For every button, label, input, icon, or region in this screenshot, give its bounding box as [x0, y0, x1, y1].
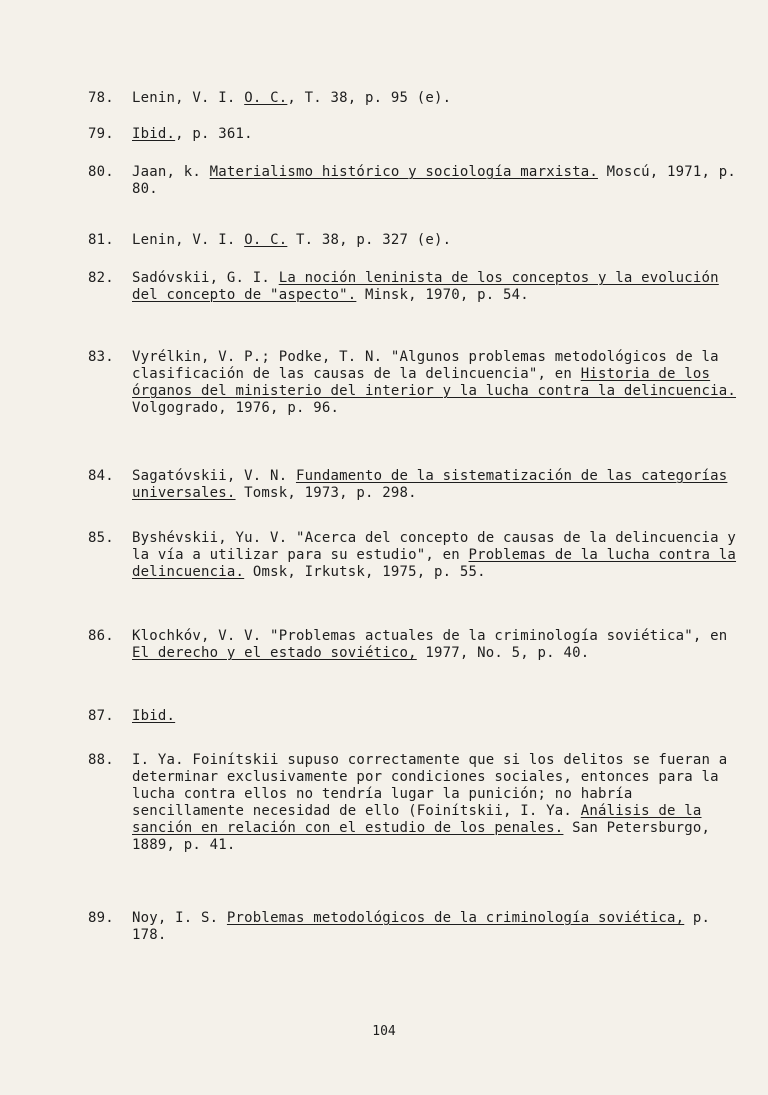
footnote-number: 80. — [88, 164, 114, 180]
footnote-text — [132, 628, 744, 662]
footnote-number: 86. — [88, 628, 114, 644]
citation-text: , T. 38, p. 95 (e). — [287, 90, 452, 106]
citation-text: Lenin, V. I. — [132, 90, 245, 106]
footnote-text — [132, 90, 744, 107]
underlined-title: Problemas de la lucha contra la delincuencia. — [132, 547, 737, 580]
underlined-title: Fundamento de la sistematización de las categorías universales. — [132, 468, 728, 501]
underlined-title: O. C. — [244, 90, 288, 106]
footnote-88 — [88, 752, 744, 854]
footnote-number: 87. — [88, 708, 114, 724]
footnote-number: 79. — [88, 126, 114, 142]
citation-text: Sadóvskii, G. I. — [132, 270, 279, 286]
citation-text: Vyrélkin, V. P.; Podke, T. N. "Algunos problemas metodológicos de la clasificación de las causas de la delincuencia", en — [132, 349, 719, 382]
citation-text: 1977, No. 5, p. 40. — [416, 645, 590, 661]
footnote-83 — [88, 349, 744, 417]
footnote-text — [132, 270, 744, 304]
footnote-85 — [88, 530, 744, 581]
footnote-text — [132, 752, 744, 854]
footnote-number: 83. — [88, 349, 114, 365]
footnote-number: 88. — [88, 752, 114, 768]
citation-text: Minsk, 1970, p. 54. — [356, 287, 529, 303]
underlined-title: O. C. — [244, 232, 288, 248]
footnote-89 — [88, 910, 744, 944]
citation-text: I. Ya. Foinítskii supuso correctamente que si los delitos se fueran a determinar exclusivamente por condiciones sociales, entonces para la lucha contra ellos no tendría lugar la punición; no habría sencillamente necesidad de ello (Foinítskii, I. Ya. — [132, 752, 728, 819]
underlined-title: Análisis de la sanción en relación con el estudio de los penales. — [132, 803, 702, 836]
footnote-text — [132, 349, 744, 417]
citation-text: Volgogrado, 1976, p. 96. — [132, 400, 340, 416]
underlined-title: Ibid. — [132, 708, 176, 724]
footnote-number: 84. — [88, 468, 114, 484]
footnote-text — [132, 164, 744, 198]
citation-text: San Petersburgo, 1889, p. 41. — [132, 820, 711, 853]
citation-text: Tomsk, 1973, p. 298. — [235, 485, 417, 501]
citation-text: T. 38, p. 327 (e). — [287, 232, 452, 248]
citation-text: Lenin, V. I. — [132, 232, 245, 248]
footnote-80 — [88, 164, 744, 198]
citation-text: Jaan, k. — [132, 164, 210, 180]
footnote-number: 82. — [88, 270, 114, 286]
footnote-78 — [88, 90, 744, 107]
underlined-title: Ibid. — [132, 126, 176, 142]
citation-text: Noy, I. S. — [132, 910, 227, 926]
footnote-81 — [88, 232, 744, 249]
citation-text: Omsk, Irkutsk, 1975, p. 55. — [244, 564, 486, 580]
footnote-number: 81. — [88, 232, 114, 248]
footnote-79 — [88, 126, 744, 143]
footnote-text — [132, 708, 744, 725]
footnote-text — [132, 232, 744, 249]
footnote-text — [132, 910, 744, 944]
underlined-title: El derecho y el estado soviético, — [132, 645, 417, 661]
citation-text: Byshévskii, Yu. V. "Acerca del concepto de causas de la delincuencia y la vía a utilizar para su estudio", en — [132, 530, 737, 563]
citation-text: p. 178. — [132, 910, 711, 943]
underlined-title: La noción leninista de los conceptos y la evolución del concepto de "aspecto". — [132, 270, 719, 303]
footnote-text — [132, 468, 744, 502]
underlined-title: Historia de los órganos del ministerio del interior y la lucha contra la delincuencia. — [132, 366, 737, 399]
page-number: 104 — [372, 1024, 396, 1039]
citation-text: , p. 361. — [175, 126, 253, 142]
footnote-text — [132, 530, 744, 581]
footnote-87 — [88, 708, 744, 725]
footnote-number: 85. — [88, 530, 114, 546]
footnote-84 — [88, 468, 744, 502]
citation-text: Sagatóvskii, V. N. — [132, 468, 296, 484]
footnote-text — [132, 126, 744, 143]
citation-text: Moscú, 1971, p. 80. — [132, 164, 737, 197]
underlined-title: Problemas metodológicos de la criminología soviética, — [226, 910, 685, 926]
footnote-number: 89. — [88, 910, 114, 926]
footnote-82 — [88, 270, 744, 304]
footnote-number: 78. — [88, 90, 114, 106]
citation-text: Klochkóv, V. V. "Problemas actuales de la criminología soviética", en — [132, 628, 728, 644]
underlined-title: Materialismo histórico y sociología marxista. — [209, 164, 598, 180]
footnote-86 — [88, 628, 744, 662]
